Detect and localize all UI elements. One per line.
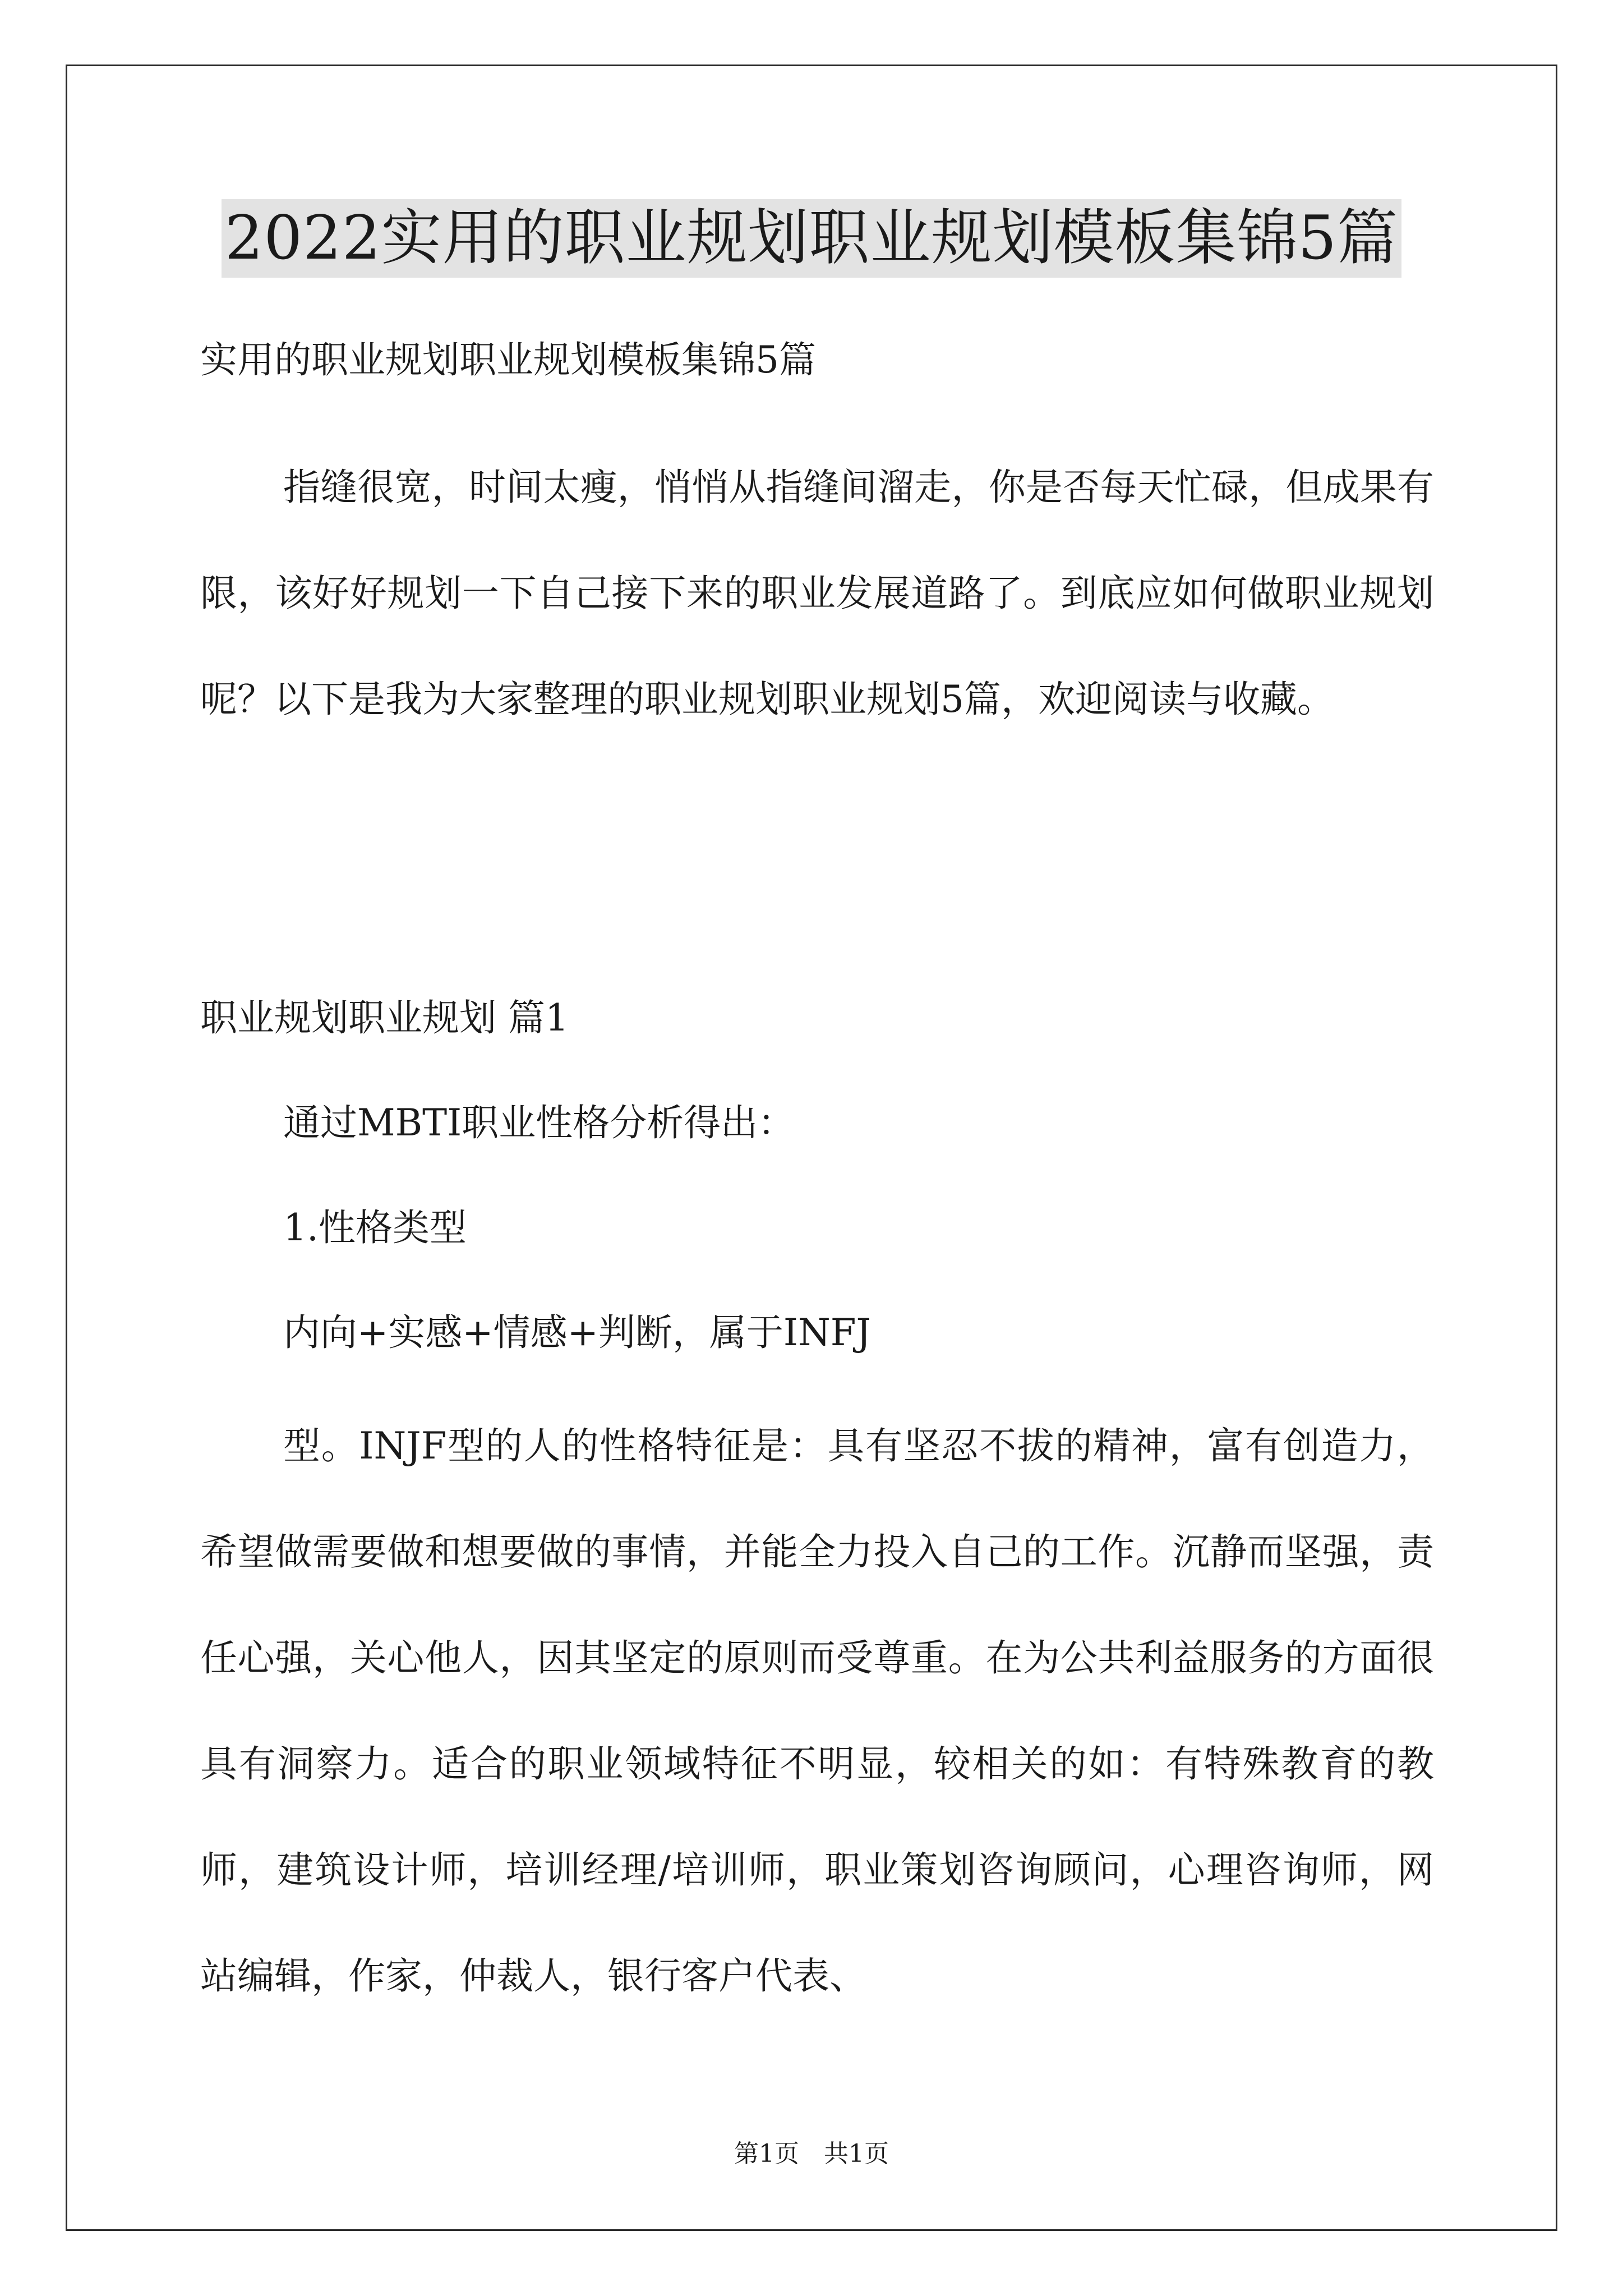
mbti-line: 通过MBTI职业性格分析得出： bbox=[283, 1101, 795, 1144]
type-value-line: 内向+实感+情感+判断，属于INFJ bbox=[283, 1311, 871, 1354]
document-subtitle: 实用的职业规划职业规划模板集锦5篇 bbox=[200, 338, 816, 381]
title-container bbox=[0, 199, 1623, 278]
type-heading: 1.性格类型 bbox=[283, 1206, 467, 1249]
page-footer: 第1页 共1页 bbox=[734, 2139, 889, 2168]
document-title: 2022实用的职业规划职业规划模板集锦5篇 bbox=[222, 199, 1402, 278]
section-heading: 职业规划职业规划 篇1 bbox=[200, 996, 569, 1039]
type-paragraph: 型。INJF型的人的性格特征是：具有坚忍不拔的精神，富有创造力，希望做需要做和想要做的事情，并能全力投入自己的工作。沉静而坚强，责任心强，关心他人，因其坚定的原则而受尊重。在为公共利益服务的方面很具有洞察力。适合的职业领域特征不明显，较相关的如：有特殊教育的教师，建筑设计师，培训经理/培训师，职业策划咨询顾问，心理咨询师，网站编辑，作家，仲裁人，银行客户代表、 bbox=[200, 1424, 1434, 1998]
intro-paragraph: 指缝很宽，时间太瘦，悄悄从指缝间溜走，你是否每天忙碌，但成果有限，该好好规划一下自己接下来的职业发展道路了。到底应如何做职业规划呢？以下是我为大家整理的职业规划职业规划5篇，欢迎阅读与收藏。 bbox=[200, 466, 1434, 721]
